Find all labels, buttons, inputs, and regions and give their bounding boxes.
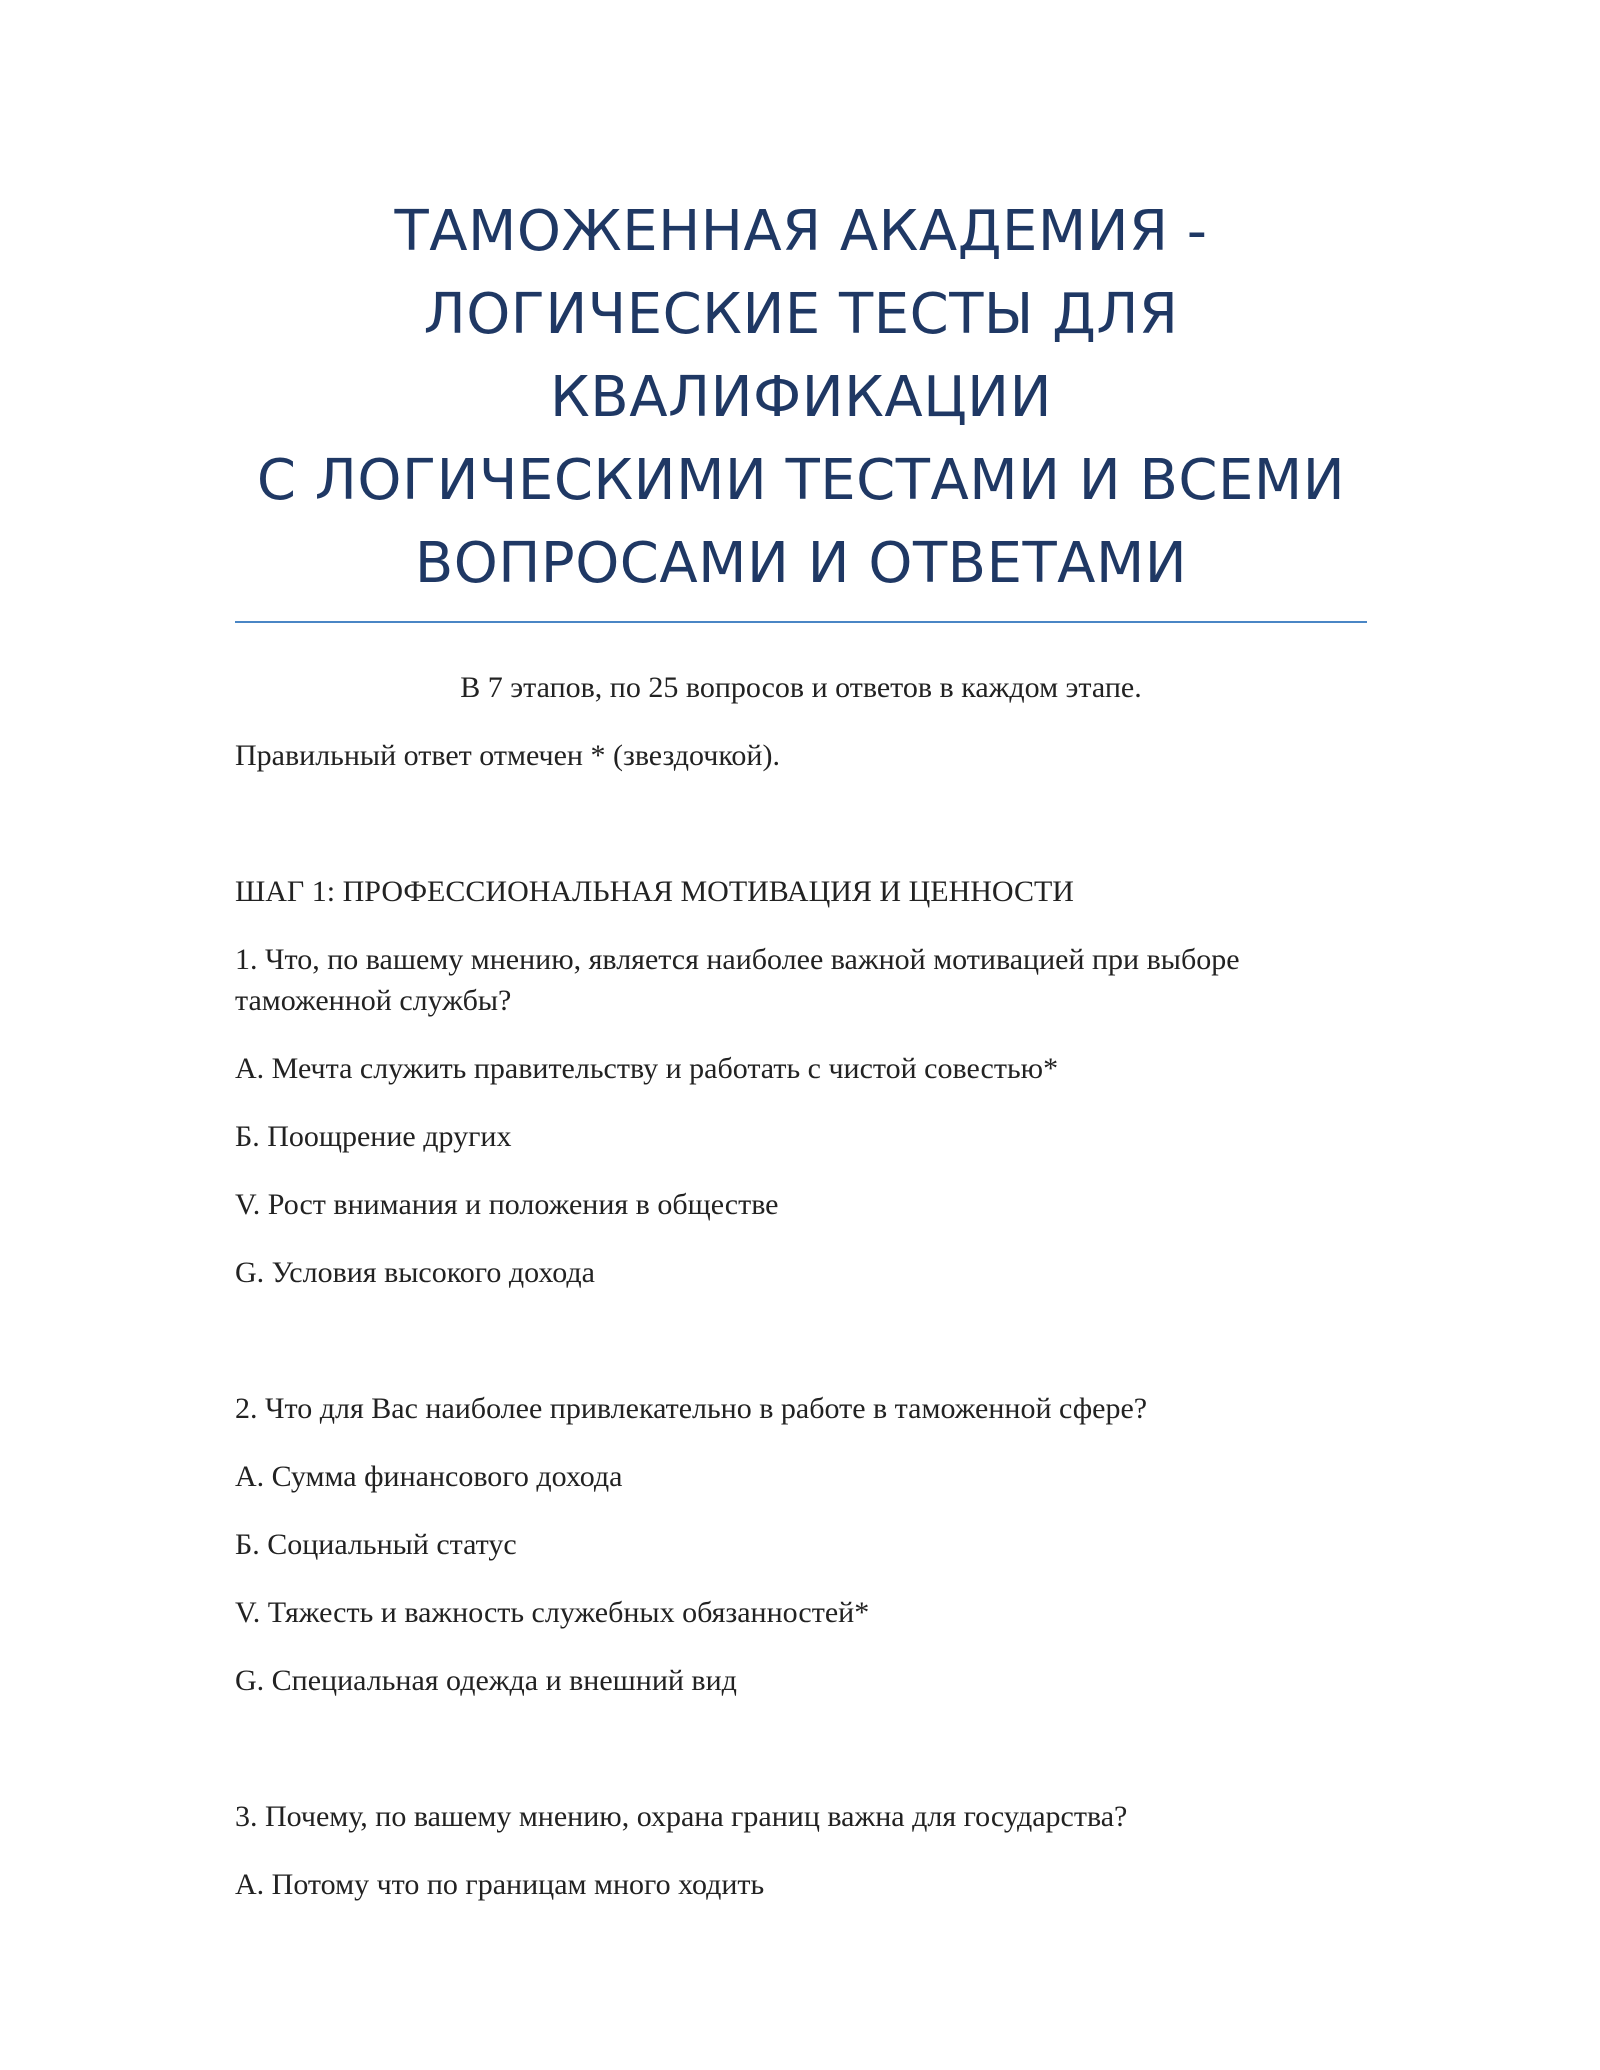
document-title	[235, 190, 1367, 605]
question-text: 3. Почему, по вашему мнению, охрана границ важна для государства?	[235, 1800, 1128, 1833]
step-heading: ШАГ 1: ПРОФЕССИОНАЛЬНАЯ МОТИВАЦИЯ И ЦЕННОСТИ	[235, 875, 1074, 908]
question-text: 2. Что для Вас наиболее привлекательно в работе в таможенной сфере?	[235, 1392, 1148, 1425]
title-line: КВАЛИФИКАЦИИ	[550, 365, 1052, 430]
question-text: 1. Что, по вашему мнению, является наиболее важной мотивацией при выборе таможенной службы?	[235, 943, 1240, 1017]
title-line: ВОПРОСАМИ И ОТВЕТАМИ	[414, 531, 1188, 596]
answer-option: A. Потому что по границам много ходить	[235, 1868, 765, 1901]
title-line: С ЛОГИЧЕСКИМИ ТЕСТАМИ И ВСЕМИ	[256, 448, 1346, 513]
title-line: ЛОГИЧЕСКИЕ ТЕСТЫ ДЛЯ	[423, 282, 1179, 347]
intro-summary: В 7 этапов, по 25 вопросов и ответов в каждом этапе.	[460, 671, 1142, 704]
intro-note: Правильный ответ отмечен * (звездочкой).	[235, 739, 780, 772]
answer-option: V. Рост внимания и положения в обществе	[235, 1188, 779, 1221]
document-content	[235, 190, 1367, 1932]
title-divider	[235, 621, 1367, 623]
answer-option: Б. Социальный статус	[235, 1528, 517, 1561]
spacer	[235, 803, 1367, 871]
spacer	[235, 1728, 1367, 1796]
answer-option: A. Мечта служить правительству и работать с чистой совестью*	[235, 1052, 1059, 1085]
spacer	[235, 1320, 1367, 1388]
answer-option: V. Тяжесть и важность служебных обязанностей*	[235, 1596, 870, 1629]
title-line: ТАМОЖЕННАЯ АКАДЕМИЯ -	[394, 199, 1208, 264]
answer-option: A. Сумма финансового дохода	[235, 1460, 623, 1493]
document-body	[235, 667, 1367, 1905]
answer-option: G. Специальная одежда и внешний вид	[235, 1664, 737, 1697]
answer-option: G. Условия высокого дохода	[235, 1256, 595, 1289]
answer-option: Б. Поощрение других	[235, 1120, 512, 1153]
